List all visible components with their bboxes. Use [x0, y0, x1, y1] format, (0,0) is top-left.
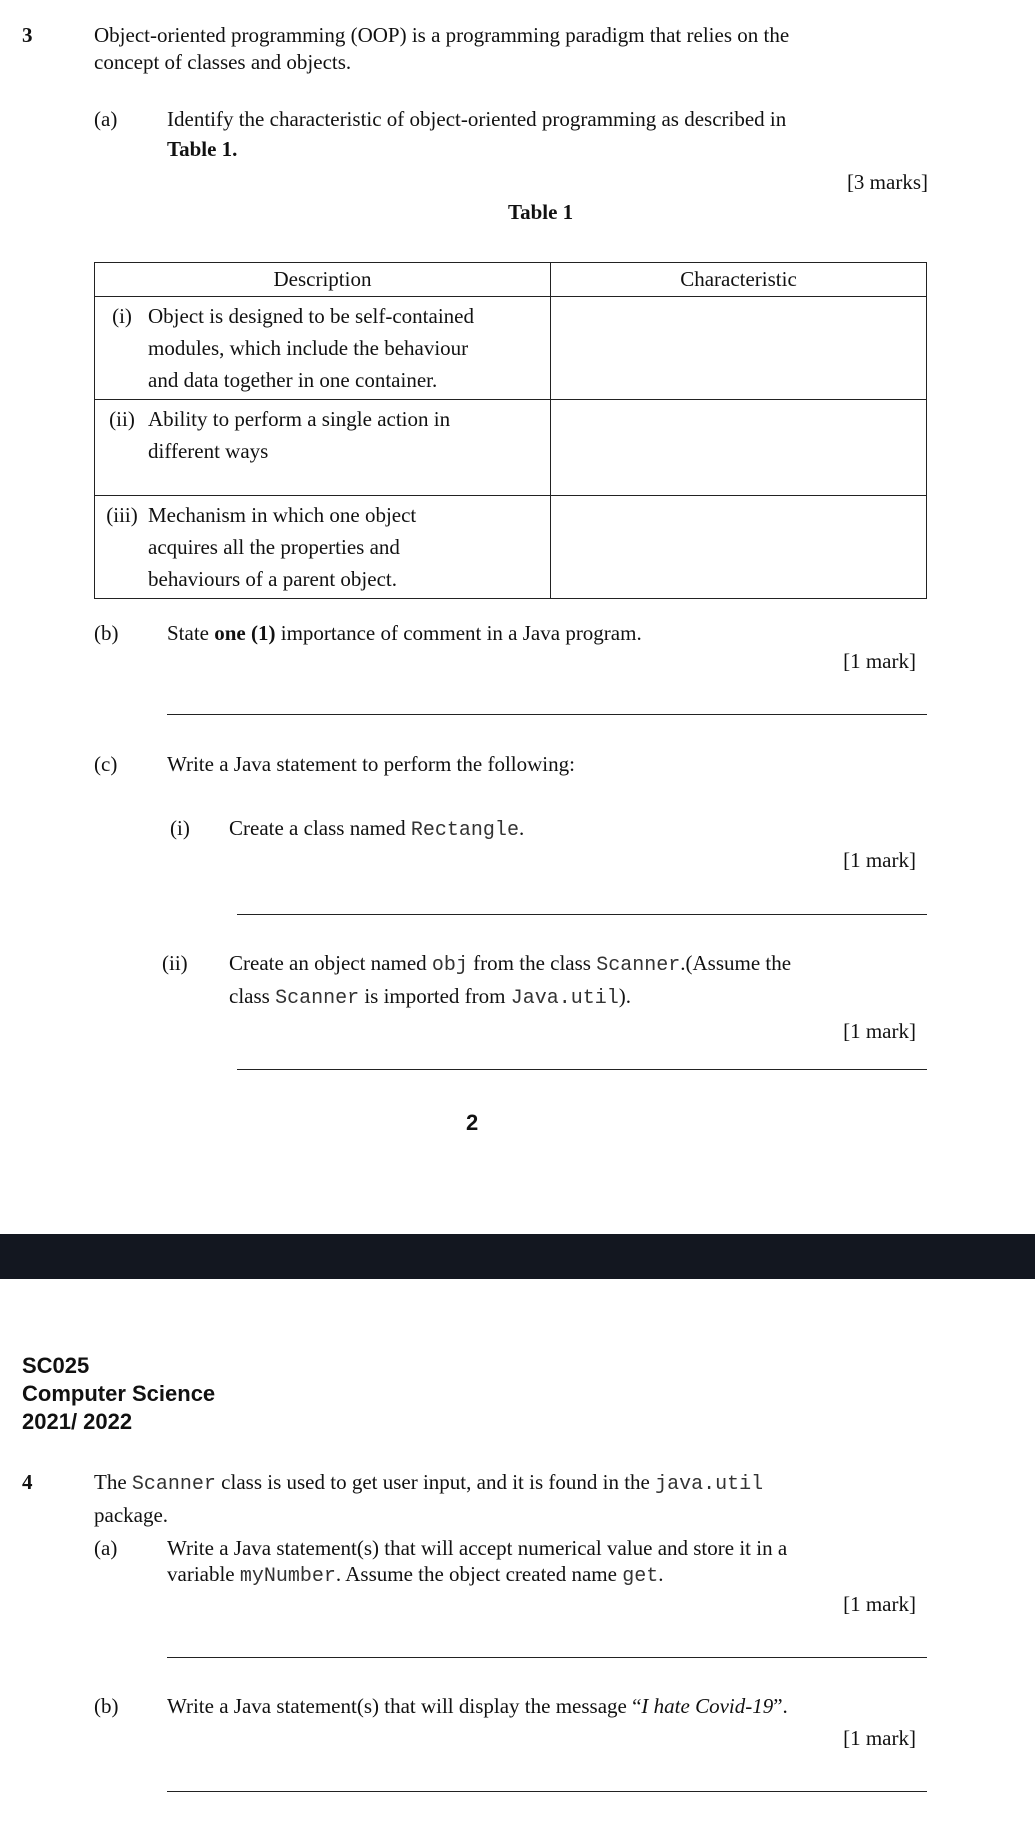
q3a-marks: [3 marks]: [846, 170, 928, 194]
characteristic-answer-cell[interactable]: [551, 496, 927, 599]
question-3-intro-line1: Object-oriented programming (OOP) is a programming paradigm that relies on the: [94, 23, 790, 47]
q3c-text: Write a Java statement to perform the following:: [167, 752, 575, 776]
answer-line[interactable]: [167, 1657, 927, 1658]
table-header-description: Description: [95, 263, 551, 297]
q4a-marks: [1 mark]: [843, 1592, 916, 1616]
q4a-text-line1: Write a Java statement(s) that will accept numerical value and store it in a: [167, 1536, 788, 1560]
answer-line[interactable]: [167, 714, 927, 715]
course-session: 2021/ 2022: [22, 1409, 133, 1434]
characteristic-answer-cell[interactable]: [551, 297, 927, 400]
row-description-line: behaviours of a parent object.: [148, 567, 397, 591]
q4b-marks: [1 mark]: [843, 1726, 916, 1750]
answer-line[interactable]: [237, 914, 927, 915]
q3ci-label: (i): [170, 816, 190, 840]
question-4-intro-line2: package.: [94, 1503, 169, 1527]
row-description-line: and data together in one container.: [148, 368, 438, 392]
question-3-number: 3: [22, 23, 33, 47]
row-description-line: acquires all the properties and: [148, 535, 400, 559]
answer-line[interactable]: [237, 1069, 927, 1070]
q3cii-label: (ii): [162, 951, 188, 975]
q3ci-text: Create a class named Rectangle.: [229, 816, 525, 842]
row-description-line: Object is designed to be self-contained: [148, 304, 474, 328]
q4b-text: Write a Java statement(s) that will display the message “I hate Covid-19”.: [167, 1694, 788, 1718]
q3cii-text-line1: Create an object named obj from the class Scanner.(Assume the: [229, 951, 792, 977]
question-4-intro-line1: The Scanner class is used to get user input, and it is found in the java.util: [94, 1470, 764, 1496]
q3b-text: State one (1) importance of comment in a Java program.: [167, 621, 642, 645]
table-header-characteristic: Characteristic: [551, 263, 927, 297]
characteristics-table: [94, 262, 927, 599]
q3ci-marks: [1 mark]: [843, 848, 916, 872]
question-3-intro-line2: concept of classes and objects.: [94, 50, 352, 74]
q4a-label: (a): [94, 1536, 118, 1560]
row-description-line: Mechanism in which one object: [148, 503, 417, 527]
q3c-label: (c): [94, 752, 118, 776]
q3cii-marks: [1 mark]: [843, 1019, 916, 1043]
row-description-line: modules, which include the behaviour: [148, 336, 469, 360]
course-code: SC025: [22, 1353, 90, 1378]
row-description-line: different ways: [148, 439, 269, 463]
q3a-text-line1: Identify the characteristic of object-oriented programming as described in: [167, 107, 787, 131]
q3b-label: (b): [94, 621, 119, 645]
row-roman-label: (iii): [106, 503, 138, 527]
q3b-marks: [1 mark]: [843, 649, 916, 673]
row-roman-label: (i): [112, 304, 132, 328]
q3a-text-line2: Table 1.: [167, 137, 238, 161]
row-roman-label: (ii): [109, 407, 135, 431]
table-row: [95, 496, 927, 599]
table-row: [95, 400, 927, 496]
table-row: [95, 297, 927, 400]
page-divider: [0, 1234, 1035, 1279]
q3a-label: (a): [94, 107, 118, 131]
characteristic-answer-cell[interactable]: [551, 400, 927, 496]
question-4-number: 4: [22, 1470, 33, 1494]
table-caption: Table 1: [508, 200, 574, 224]
course-subject: Computer Science: [22, 1381, 216, 1406]
q4a-text-line2: variable myNumber. Assume the object created name get.: [167, 1562, 664, 1588]
answer-line[interactable]: [167, 1791, 927, 1792]
page-number: 2: [466, 1110, 479, 1135]
q4b-label: (b): [94, 1694, 119, 1718]
page-header: [22, 1352, 215, 1436]
q3cii-text-line2: class Scanner is imported from Java.util).: [229, 984, 632, 1010]
row-description-line: Ability to perform a single action in: [148, 407, 451, 431]
